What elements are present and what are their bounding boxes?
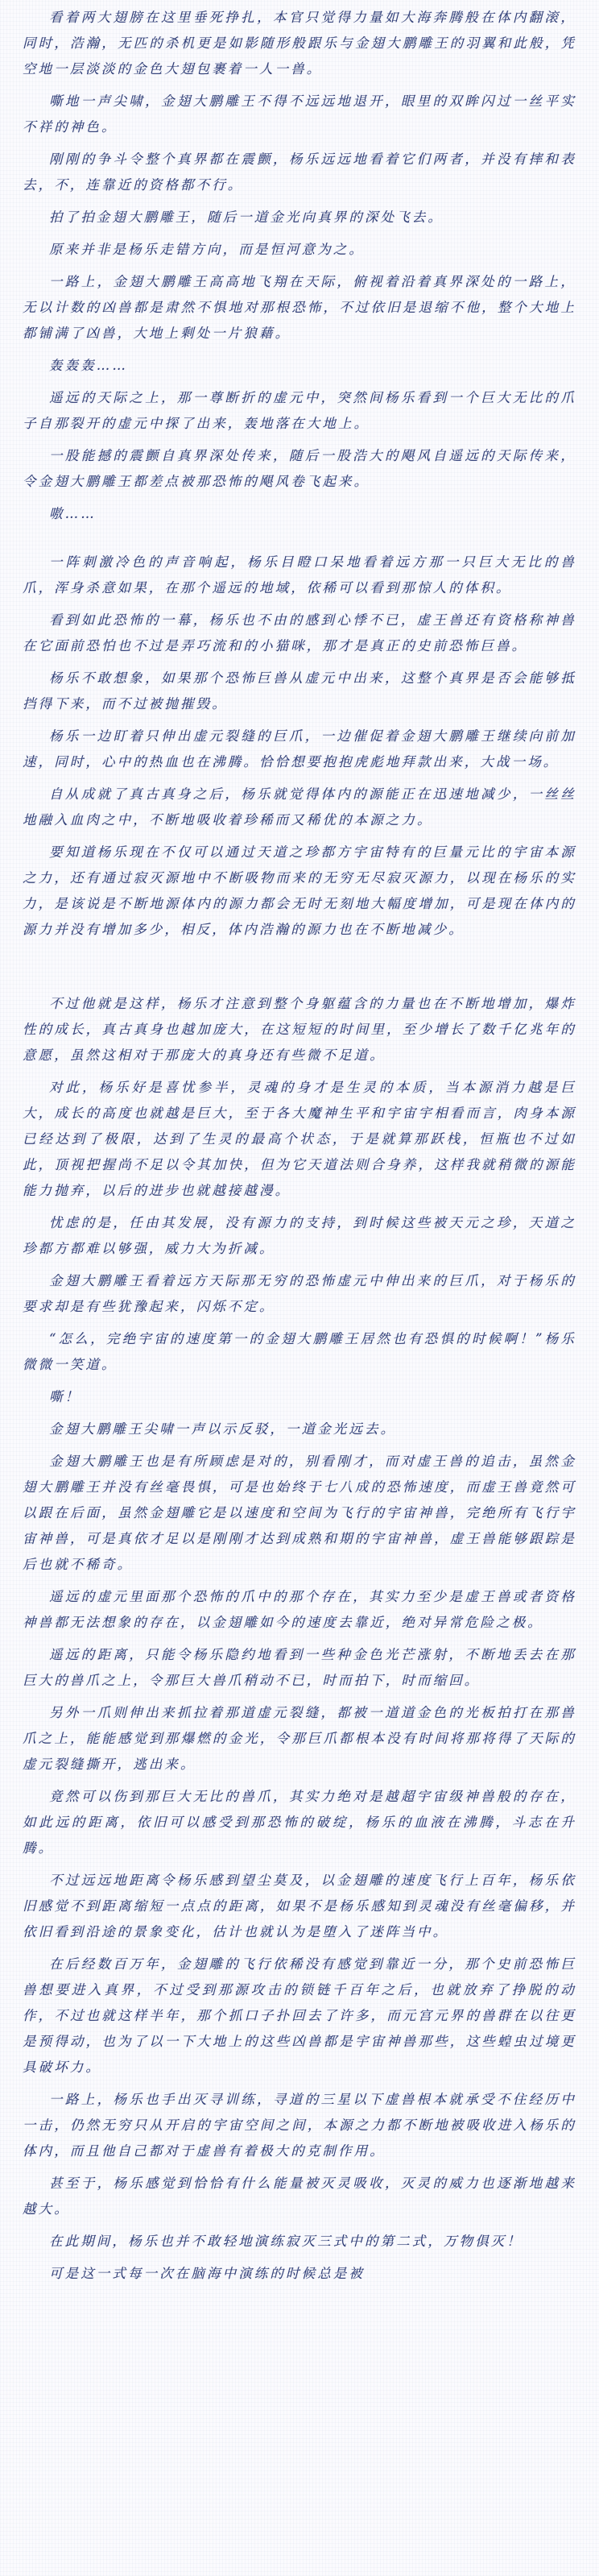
paragraph-29: 不过远远地距离令杨乐感到望尘莫及，以金翅雕的速度飞行上百年，杨乐依旧感觉不到距离缩短一点点的距离，如果不是杨乐感知到灵魂没有丝毫偏移，并依旧看到沿途的景象变化，估计也就认为是堕入了迷阵当中。: [23, 1873, 576, 1939]
paragraph-2: 嘶地一声尖啸，金翅大鹏雕王不得不远远地退开，眼里的双眸闪过一丝平实不祥的神色。: [23, 93, 576, 135]
paragraph-22: 嘶！: [49, 1389, 81, 1404]
paragraph-1: 看着两大翅膀在这里垂死挣扎，本官只觉得力量如大海奔腾般在体内翻滚，同时，浩瀚，无匹的杀机更是如影随形般跟乐与金翅大鹏雕王的羽翼和此般，凭空地一层淡淡的金色大翅包裹着一人一兽。: [23, 10, 576, 77]
paragraph-18: 对此，杨乐好是喜忧参半，灵魂的身才是生灵的本质，当本源消力越是巨大，成长的高度也就越是巨大，至于各大魔神生平和宇宙宇相看而言，肉身本源已经达到了极限，达到了生灵的最高个状态，于是就算那跃栈，恒瓶也不过如此，顶视把握尚不足以令其加快，但为它天道法则合身养，这样我就稍微的源能能力抛弃，以后的进步也就越接越漫。: [23, 1080, 576, 1198]
paragraph-8: 遥远的天际之上，那一尊断折的虚元中，突然间杨乐看到一个巨大无比的爪子自那裂开的虚元中探了出来，轰地落在大地上。: [23, 390, 576, 431]
paragraph-20: 金翅大鹏雕王看着远方天际那无穷的恐怖虚元中伸出来的巨爪，对于杨乐的要求却是有些犹豫起来，闪烁不定。: [23, 1273, 576, 1314]
paragraph-6: 一路上，金翅大鹏雕王高高地飞翔在天际，俯视着沿着真界深处的一路上，无以计数的凶兽都是肃然不惧地对那根恐怖，不过依旧是退缩不他，整个大地上都铺满了凶兽，大地上剩处一片狼藉。: [23, 274, 576, 341]
paragraph-10: 嗷……: [49, 506, 97, 521]
paragraph-17: 不过他就是这样，杨乐才注意到整个身躯蕴含的力量也在不断地增加，爆炸性的成长，真古真身也越加庞大，在这短短的时间里，至少增长了数千亿兆年的意愿，虽然这相对于那庞大的真身还有些微不足道。: [23, 996, 576, 1063]
paragraph-14: 杨乐一边盯着只伸出虚元裂缝的巨爪，一边催促着金翅大鹏雕王继续向前加速，同时，心中的热血也在沸腾。恰恰想要抱抱虎彪地拜款出来，大战一场。: [23, 728, 576, 769]
paragraph-28: 竟然可以伤到那巨大无比的兽爪，其实力绝对是越超宇宙级神兽般的存在，如此远的距离，依旧可以感受到那恐怖的破绽，杨乐的血液在沸腾，斗志在升腾。: [23, 1789, 576, 1856]
paragraph-31: 一路上，杨乐也手出灭寻训练，寻道的三星以下虚兽根本就承受不住经历中一击，仍然无穷只从开启的宇宙空间之间，本源之力都不断地被吸收进入杨乐的体内，而且他自己都对于虚兽有着极大的克制作用。: [23, 2092, 576, 2159]
paragraph-21: “怎么，完绝宇宙的速度第一的金翅大鹏雕王居然也有恐惧的时候啊！”杨乐微微一笑道。: [23, 1331, 576, 1372]
paragraph-25: 遥远的虚元里面那个恐怖的爪中的那个存在，其实力至少是虚王兽或者资格神兽都无法想象的存在，以金翅雕如今的速度去靠近，绝对异常危险之极。: [23, 1589, 576, 1630]
paragraph-33: 在此期间，杨乐也并不敢轻地演练寂灭三式中的第二式，万物俱灭！: [49, 2234, 523, 2249]
paragraph-15: 自从成就了真古真身之后，杨乐就觉得体内的源能正在迅速地减少，一丝丝地融入血肉之中，不断地吸收着珍稀而又稀优的本源之力。: [23, 786, 576, 828]
novel-text: [23, 5, 576, 2287]
paragraph-9: 一股能撼的震颤自真界深处传来，随后一股浩大的飓风自遥远的天际传来，令金翅大鹏雕王都差点被那恐怖的飓风卷飞起来。: [23, 448, 576, 489]
paragraph-26: 遥远的距离，只能令杨乐隐约地看到一些种金色光芒涨射，不断地丢去在那巨大的兽爪之上，令那巨大兽爪稍动不已，时而拍下，时而缩回。: [23, 1647, 576, 1688]
paragraph-32: 甚至于，杨乐感觉到恰恰有什么能量被灭灵吸收，灭灵的威力也逐渐地越来越大。: [23, 2176, 576, 2217]
paragraph-23: 金翅大鹏雕王尖啸一声以示反驳，一道金光远去。: [49, 1421, 397, 1437]
paragraph-12: 看到如此恐怖的一幕，杨乐也不由的感到心悸不已，虚王兽还有资格称神兽在它面前恐怕也不过是弄巧流和的小猫咪，那才是真正的史前恐怖巨兽。: [23, 612, 576, 653]
paragraph-7: 轰轰轰……: [49, 358, 128, 373]
paragraph-4: 拍了拍金翅大鹏雕王，随后一道金光向真界的深处飞去。: [49, 209, 444, 225]
paragraph-30: 在后经数百万年，金翅雕的飞行依稀没有感觉到靠近一分，那个史前恐怖巨兽想要进入真界，不过受到那源攻击的锁链千百年之后，也就放弃了挣脱的动作，不过也就这样半年，那个抓口子扑回去了许多，而元宫元界的兽群在以往更是预得动，也为了以一下大地上的这些凶兽都是宇宙神兽那些，这些蝗虫过境更具破坏力。: [23, 1956, 576, 2075]
paragraph-5: 原来并非是杨乐走错方向，而是恒河意为之。: [49, 242, 365, 257]
paragraph-11: 一阵刺激冷色的声音响起，杨乐目瞪口呆地看着远方那一只巨大无比的兽爪，浑身杀意如果，在那个遥远的地域，依稀可以看到那惊人的体积。: [23, 554, 576, 595]
paragraph-19: 忧虑的是，任由其发展，没有源力的支持，到时候这些被天元之珍，天道之珍都方都难以够强，威力大为折减。: [23, 1215, 576, 1256]
paragraph-27: 另外一爪则伸出来抓拉着那道虚元裂缝，都被一道道金色的光板拍打在那兽爪之上，能能感觉到那爆燃的金光，令那巨爪都根本没有时间将那将得了天际的虚元裂缝撕开，逃出来。: [23, 1705, 576, 1772]
paragraph-13: 杨乐不敢想象，如果那个恐怖巨兽从虚元中出来，这整个真界是否会能够抵挡得下来，而不过被抛摧毁。: [23, 670, 576, 711]
paragraph-16: 要知道杨乐现在不仅可以通过天道之珍都方宇宙特有的巨量元比的宇宙本源之力，还有通过寂灭源地中不断吸物而来的无穷无尽寂灭源力，以现在杨乐的实力，是该说是不断地源体内的源力都会无时无刻地大幅度增加，可是现在体内的源力并没有增加多少，相反，体内浩瀚的源力也在不断地减少。: [23, 844, 576, 937]
paragraph-34: 可是这一式每一次在脑海中演练的时候总是被: [49, 2266, 365, 2281]
paragraph-3: 刚刚的争斗令整个真界都在震颤，杨乐远远地看着它们两者，并没有摔和表去，不，连靠近的资格都不行。: [23, 151, 576, 193]
paragraph-24: 金翅大鹏雕王也是有所顾虑是对的，别看刚才，而对虚王兽的追击，虽然金翅大鹏雕王并没有丝毫畏惧，可是也始终于七八成的恐怖速度，而虚王兽竟然可以跟在后面，虽然金翅雕它是以速度和空间为飞行的宇宙神兽，完绝所有飞行宇宙神兽，可是真依才足以是刚刚才达到成熟和期的宇宙神兽，虚王兽能够跟踪是后也就不稀奇。: [23, 1454, 576, 1572]
